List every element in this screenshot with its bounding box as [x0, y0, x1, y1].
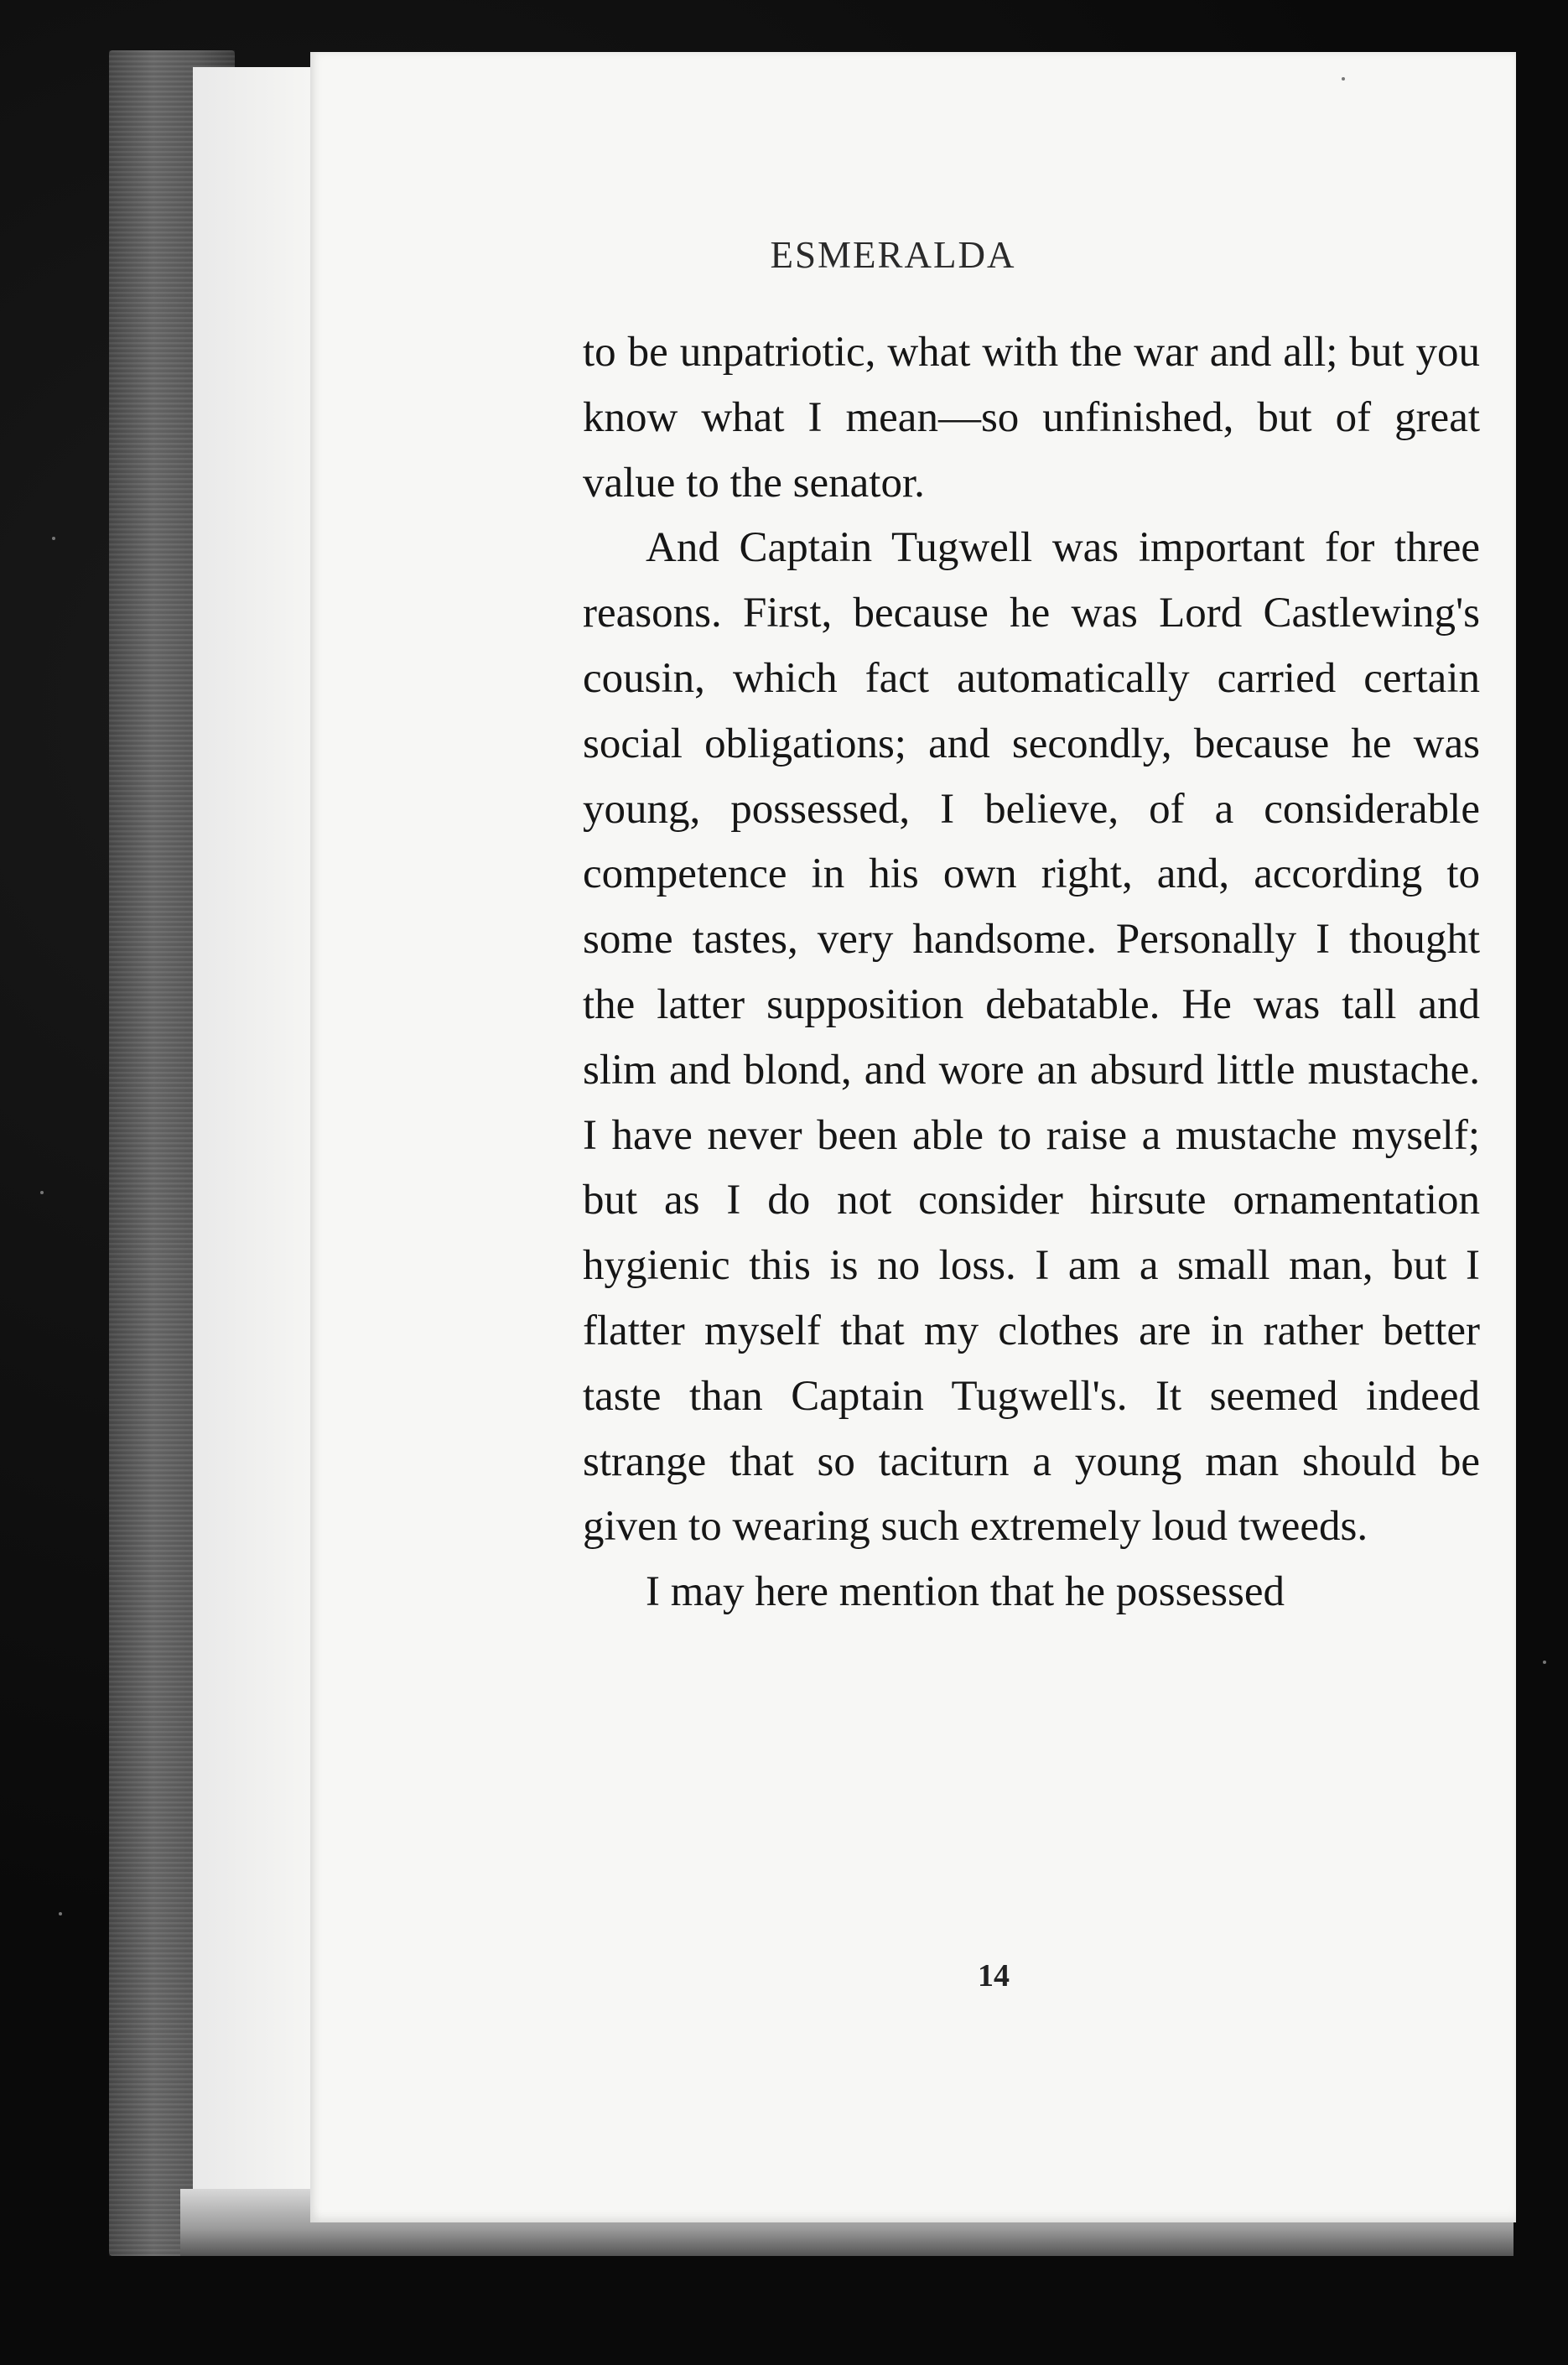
page-gutter	[193, 67, 319, 2222]
paragraph: And Captain Tugwell was important for three reasons. First, because he was Lord Castlewing's cousin, which fact automatically carried certain social obligations; and secondly, because he was young, possessed, I believe, of a considerable competence in his own right, and, according to some tastes, very handsome. Personally I thought the latter supposition debatable. He was tall and slim and blond, and wore an absurd little mustache. I have never been able to raise a mustache myself; but as I do not consider hirsute ornamentation hygienic this is no loss. I am a small man, but I flatter myself that my clothes are in rather better taste than Captain Tugwell's. It seemed indeed strange that so taciturn a young man should be given to wearing such extremely loud tweeds.	[583, 524, 1480, 1551]
running-head: ESMERALDA	[770, 234, 1016, 276]
dust-speck	[1543, 1661, 1546, 1664]
paragraph: I may here mention that he possessed	[646, 1568, 1285, 1616]
dust-speck	[52, 537, 55, 540]
paragraph: to be unpatriotic, what with the war and all; but you know what I mean—so unfinished, but of great value to the senator.	[583, 329, 1480, 507]
body-text	[583, 320, 1480, 1625]
dust-speck	[1342, 77, 1345, 81]
dust-speck	[59, 1912, 62, 1915]
page-number: 14	[978, 1958, 1010, 1993]
dust-speck	[40, 1191, 44, 1194]
